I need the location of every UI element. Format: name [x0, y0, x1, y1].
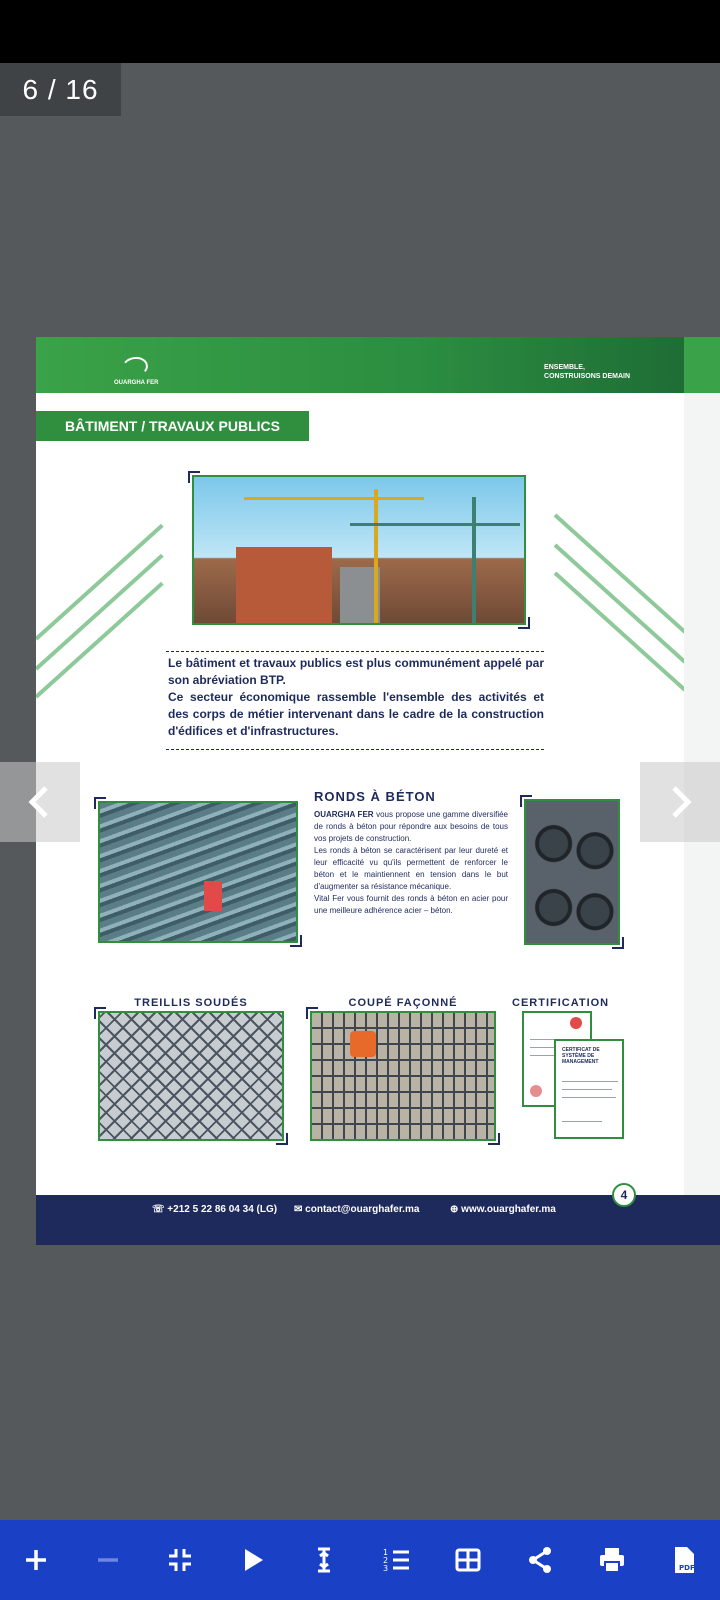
page-header [36, 337, 684, 393]
page-number: 4 [612, 1183, 636, 1207]
decor-stripe [554, 544, 684, 664]
decor-stripe [554, 572, 684, 692]
status-bar [0, 0, 720, 63]
previous-page-button[interactable] [0, 762, 80, 842]
section-title: BÂTIMENT / TRAVAUX PUBLICS [36, 411, 309, 441]
email-contact: ✉ contact@ouarghafer.ma [294, 1204, 420, 1215]
play-button[interactable] [230, 1538, 274, 1582]
divider [166, 651, 544, 652]
caption-certification: CERTIFICATION [512, 997, 610, 1009]
decor-stripe [36, 582, 164, 699]
chevron-right-icon [660, 782, 700, 822]
rebar-cage-photo [310, 1011, 496, 1141]
building-construction-photo [192, 475, 526, 625]
page-footer [36, 1188, 684, 1245]
play-icon [237, 1545, 267, 1575]
share-button[interactable] [518, 1538, 562, 1582]
intro-paragraph: Le bâtiment et travaux publics est plus communément appelé par son abréviation BTP. Ce secteur économique rassemble l'ensemble des activités et des corps de métier intervenant dans le cadre de la construction d'édifices et d'infrastructures. [168, 656, 544, 738]
table-of-contents-button[interactable] [374, 1538, 418, 1582]
svg-text:PDF: PDF [679, 1564, 695, 1572]
text-select-button[interactable] [302, 1538, 346, 1582]
viewer-toolbar [0, 1520, 720, 1600]
next-page-button[interactable] [640, 762, 720, 842]
exit-fullscreen-button[interactable] [158, 1538, 202, 1582]
divider [166, 749, 544, 750]
table-of-contents-icon [381, 1545, 411, 1575]
ouargha-fer-logo-icon [120, 355, 149, 379]
svg-text:1: 1 [383, 1548, 389, 1557]
certificate-image: CERTIFICAT DE SYSTÈME DE MANAGEMENT [554, 1039, 624, 1139]
ronds-title: RONDS À BÉTON [314, 789, 436, 804]
zoom-out-button[interactable] [86, 1538, 130, 1582]
text-cursor-icon [309, 1545, 339, 1575]
zoom-in-icon [21, 1545, 51, 1575]
chevron-left-icon [20, 782, 60, 822]
zoom-out-icon [93, 1545, 123, 1575]
pdf-download-icon [669, 1545, 699, 1575]
zoom-in-button[interactable] [14, 1538, 58, 1582]
pdf-download-button[interactable] [662, 1538, 706, 1582]
caption-coupe: COUPÉ FAÇONNÉ [348, 997, 458, 1009]
document-page [36, 337, 684, 1245]
wire-coils-photo [524, 799, 620, 945]
share-icon [525, 1545, 555, 1575]
exit-fullscreen-icon [165, 1545, 195, 1575]
svg-text:2: 2 [383, 1556, 389, 1565]
phone-contact: ☏ +212 5 22 86 04 34 (LG) [152, 1204, 278, 1215]
svg-text:3: 3 [383, 1564, 389, 1573]
print-button[interactable] [590, 1538, 634, 1582]
website-contact: ⊕ www.ouarghafer.ma [450, 1204, 556, 1215]
decor-stripe [36, 554, 164, 671]
decor-stripe [36, 524, 164, 641]
thumbnails-button[interactable] [446, 1538, 490, 1582]
logo-text: OUARGHA FER [114, 380, 159, 386]
decor-stripe [554, 514, 684, 634]
slogan: ENSEMBLE, CONSTRUISONS DEMAIN [544, 364, 630, 380]
caption-treillis: TREILLIS SOUDÉS [134, 997, 248, 1009]
rebar-bundle-photo [98, 801, 298, 943]
welded-mesh-photo [98, 1011, 284, 1141]
thumbnails-grid-icon [453, 1545, 483, 1575]
page-counter: 6 / 16 [0, 63, 121, 116]
print-icon [597, 1545, 627, 1575]
ronds-description: OUARGHA FER vous propose une gamme diversifiée de ronds à béton pour répondre aux besoins de tous vos projets de construction. Les ronds à béton se caractérisent par leur dureté et leur efficacité vu qu'ils permettent de renforcer le béton et le maintiennent en tension dans le but d'augmenter sa résistance mécanique. Vital Fer vous fournit des ronds à béton en acier pour une meilleure adhérence acier – béton. [314, 810, 508, 915]
